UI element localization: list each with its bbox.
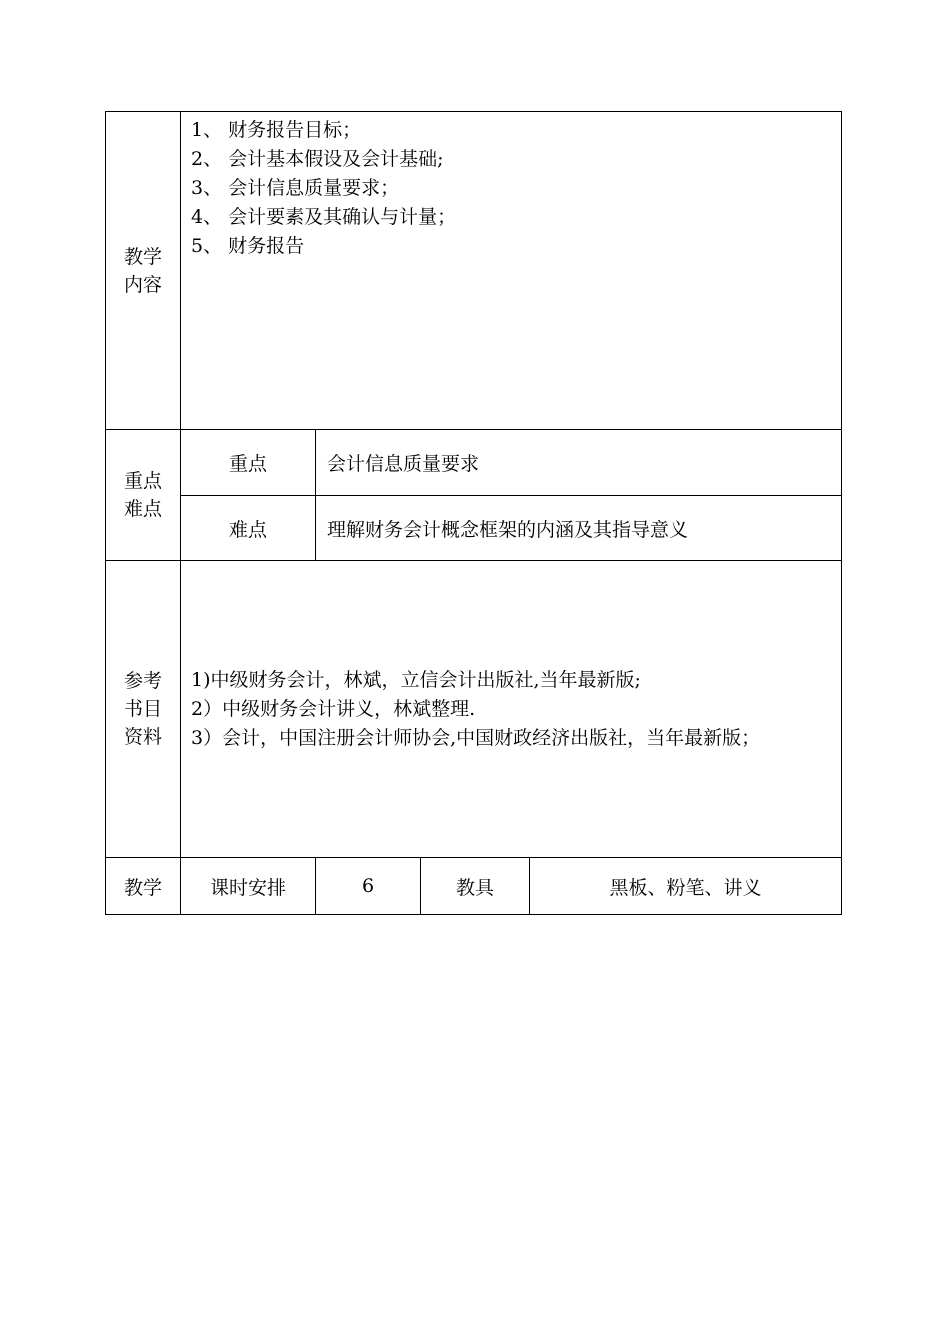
difficult-point-row [106, 496, 842, 561]
teaching-content-list [181, 112, 842, 430]
teaching-content-item: 1、 财务报告目标； [191, 119, 362, 141]
key-point-label: 重点 [181, 430, 316, 496]
reference-item: 2）中级财务会计讲义，林斌整理. [191, 697, 476, 720]
key-point-row [106, 430, 842, 496]
teaching-content-item: 5、 财务报告 [191, 235, 305, 257]
key-point-value: 会计信息质量要求 [316, 430, 842, 496]
lesson-plan-table [105, 111, 842, 915]
teaching-content-label: 教学 内容 [106, 112, 181, 430]
references-label: 参考 书目 资料 [106, 561, 181, 858]
teaching-content-item: 3、 会计信息质量要求； [191, 177, 400, 199]
teaching-meta-label: 教学 [106, 858, 181, 915]
difficult-point-value: 理解财务会计概念框架的内涵及其指导意义 [316, 496, 842, 561]
tools-label: 教具 [421, 858, 530, 915]
tools-value: 黑板、粉笔、讲义 [530, 858, 842, 915]
reference-item: 1)中级财务会计，林斌，立信会计出版社,当年最新版; [191, 668, 641, 691]
references-list [181, 561, 842, 858]
hours-value: 6 [316, 858, 421, 915]
references-row [106, 561, 842, 858]
key-difficult-label: 重点 难点 [106, 430, 181, 561]
difficult-point-label: 难点 [181, 496, 316, 561]
hours-label: 课时安排 [181, 858, 316, 915]
teaching-content-row [106, 112, 842, 430]
teaching-content-item: 2、 会计基本假设及会计基础; [191, 148, 444, 170]
reference-item: 3）会计，中国注册会计师协会,中国财政经济出版社，当年最新版； [191, 726, 761, 749]
teaching-meta-row [106, 858, 842, 915]
teaching-content-item: 4、 会计要素及其确认与计量； [191, 206, 457, 228]
